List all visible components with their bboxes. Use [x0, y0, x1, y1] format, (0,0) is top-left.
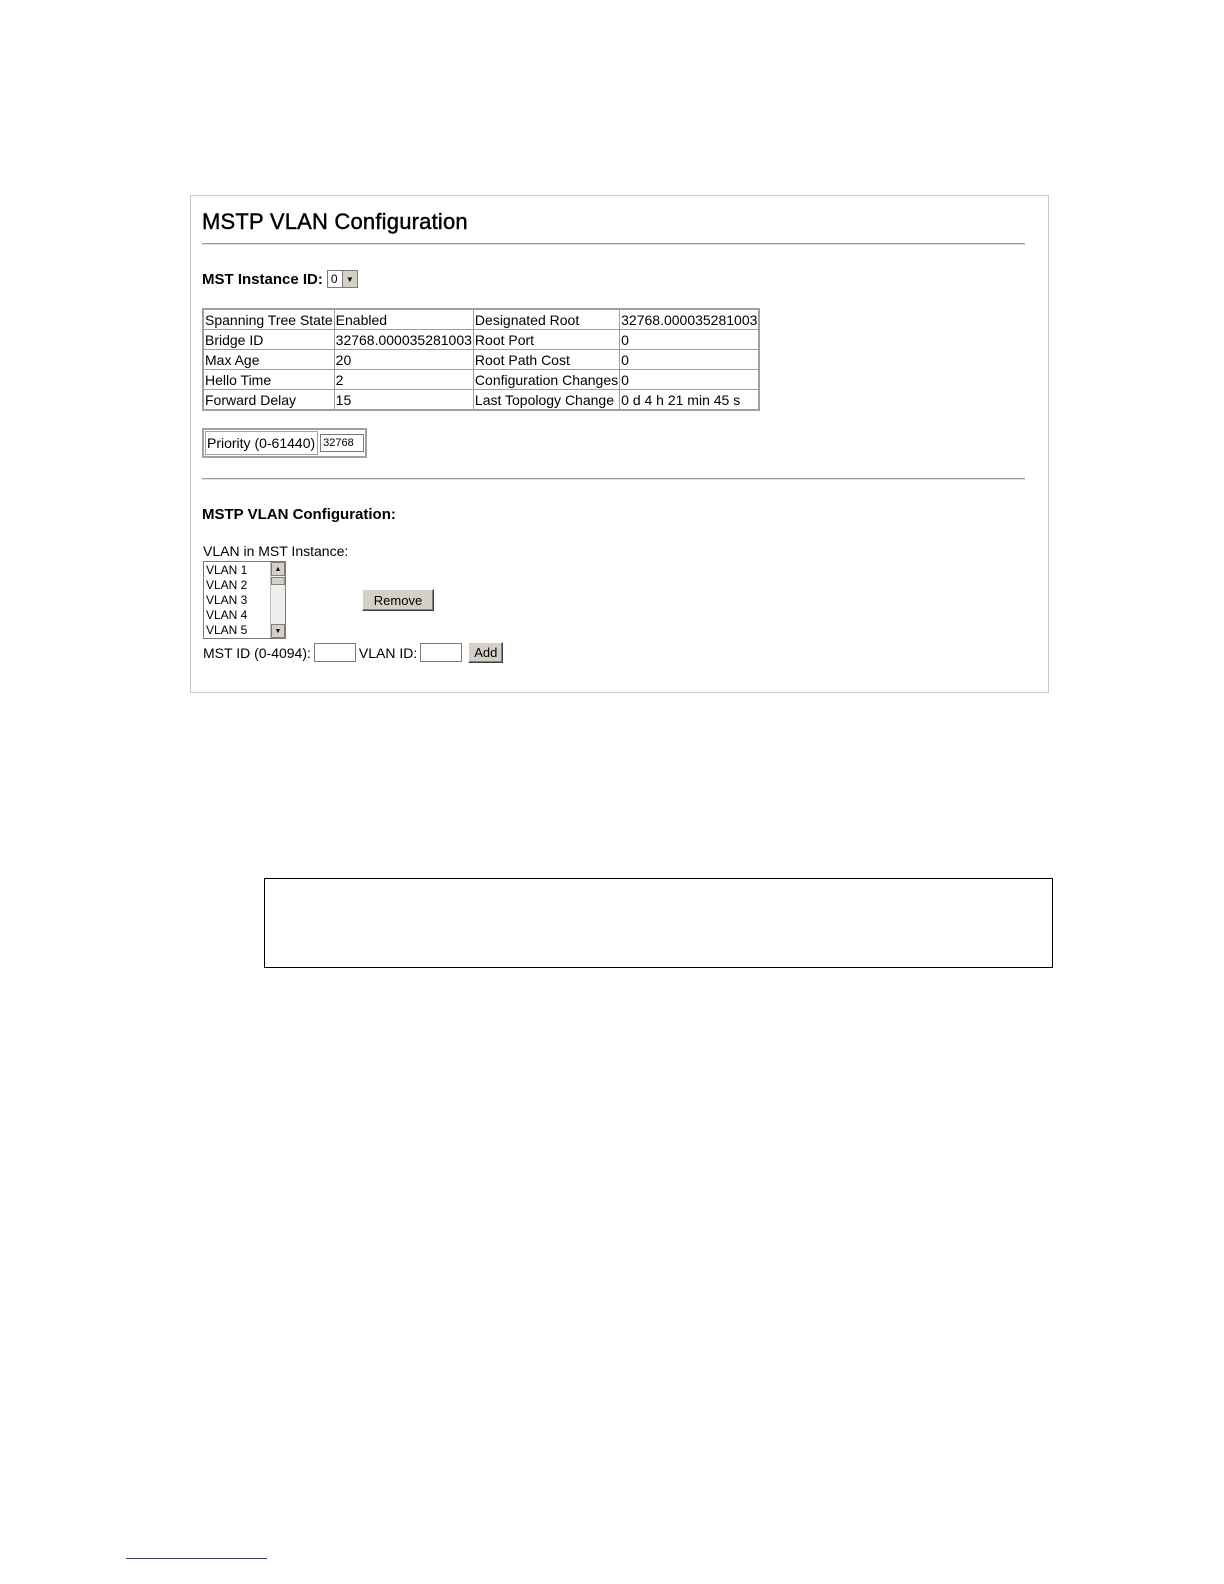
table-value-cell: 2 [334, 370, 473, 390]
scroll-thumb[interactable] [271, 577, 285, 585]
table-row [203, 309, 759, 330]
table-label-cell: Hello Time [203, 370, 334, 390]
list-item[interactable]: VLAN 2 [206, 578, 248, 592]
table-value-cell: 0 d 4 h 21 min 45 s [620, 390, 760, 411]
add-button[interactable]: Add [468, 642, 503, 663]
priority-input[interactable] [320, 434, 364, 452]
table-label-cell: Root Path Cost [473, 350, 619, 370]
vlan-id-input[interactable] [420, 643, 462, 662]
table-label-cell: Forward Delay [203, 390, 334, 411]
scroll-up-icon[interactable]: ▲ [271, 562, 285, 576]
mst-id-label: MST ID (0-4094): [203, 644, 311, 661]
vlan-config-heading: MSTP VLAN Configuration: [202, 506, 396, 523]
priority-label: Priority (0-61440) [205, 431, 318, 455]
vlan-list-items [206, 563, 269, 638]
table-value-cell: 0 [620, 370, 760, 390]
mst-instance-selected-value: 0 [330, 272, 338, 286]
table-label-cell: Max Age [203, 350, 334, 370]
list-item[interactable]: VLAN 4 [206, 608, 248, 622]
table-value-cell: 15 [334, 390, 473, 411]
mstp-vlan-config-panel [190, 195, 1049, 693]
vlan-list-label: VLAN in MST Instance: [203, 543, 349, 559]
table-label-cell: Last Topology Change [473, 390, 619, 411]
table-value-cell: 32768.000035281003 [620, 309, 760, 330]
mst-instance-label: MST Instance ID: [202, 270, 323, 288]
mst-instance-row [202, 270, 358, 288]
scroll-down-icon[interactable]: ▼ [271, 624, 285, 638]
table-label-cell: Root Port [473, 330, 619, 350]
vlan-listbox[interactable] [203, 561, 286, 639]
title-divider [202, 243, 1025, 245]
table-row [203, 370, 759, 390]
vlan-id-label: VLAN ID: [358, 644, 418, 661]
remove-button[interactable]: Remove [362, 589, 434, 611]
table-row [203, 330, 759, 350]
table-value-cell: 32768.000035281003 [335, 331, 472, 348]
list-item[interactable]: VLAN 3 [206, 593, 248, 607]
add-vlan-row [203, 642, 503, 663]
table-row [203, 390, 759, 411]
note-box [264, 878, 1053, 968]
table-value-cell: Enabled [334, 309, 473, 330]
mst-id-input[interactable] [314, 643, 356, 662]
table-label-cell: Spanning Tree State [203, 309, 334, 330]
priority-row [202, 428, 367, 458]
table-label-cell: Configuration Changes [474, 371, 619, 388]
vlan-list-scrollbar[interactable] [270, 562, 285, 638]
spanning-tree-info-table [202, 308, 760, 411]
table-label-cell: Designated Root [473, 309, 619, 330]
footer-rule [126, 1558, 267, 1559]
list-item[interactable]: VLAN 5 [206, 623, 248, 637]
table-label-cell: Bridge ID [203, 330, 334, 350]
table-value-cell: 20 [334, 350, 473, 370]
page-title: MSTP VLAN Configuration [202, 209, 468, 234]
table-value-cell: 0 [620, 350, 760, 370]
list-item[interactable]: VLAN 1 [206, 563, 248, 577]
mst-instance-select[interactable] [327, 270, 358, 288]
table-value-cell: 0 [620, 330, 760, 350]
chevron-down-icon[interactable]: ▼ [342, 271, 357, 287]
table-row [203, 350, 759, 370]
section-divider [202, 478, 1025, 480]
